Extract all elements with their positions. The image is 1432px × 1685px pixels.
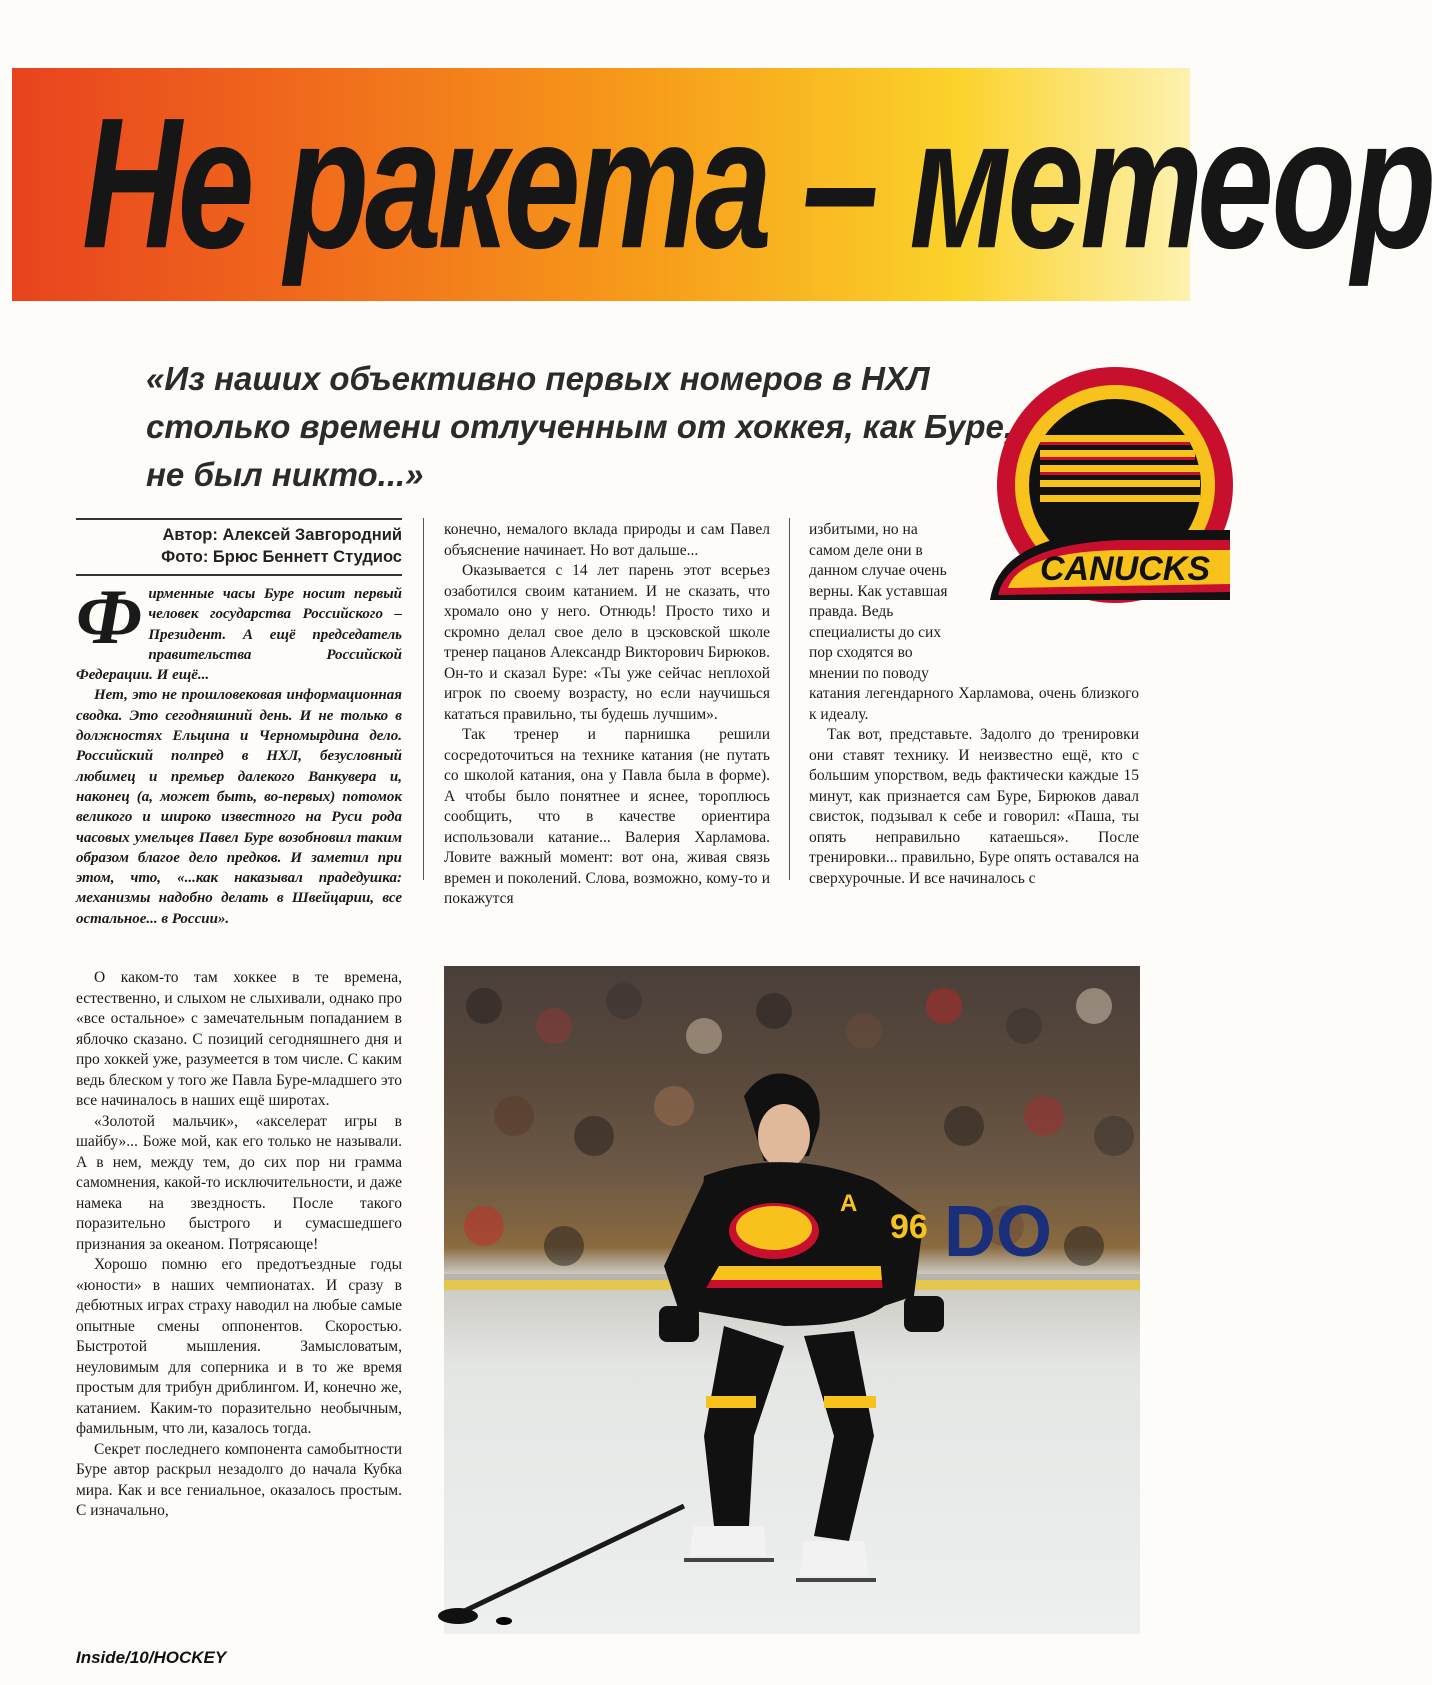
column-1 xyxy=(76,968,402,1522)
photo-credit: Фото: Брюс Беннетт Студиос xyxy=(161,548,402,566)
author-line: Автор: Алексей Завгородний xyxy=(162,526,402,544)
player-illustration-icon xyxy=(444,966,1140,1634)
player-photo xyxy=(444,966,1140,1634)
intro-text-2: Нет, это не прошловековая информационная сводка. Это сегодняшний день. И не только в должностях Ельцина и Черномырдина дело. Российский полпред в НХЛ, безусловный любимец и премьер далекого Ванкувера и, наконец (а, может быть, во-первых) потомок великого и широко известного на Руси рода часовых умельцев Павел Буре возобновил таким образом благое дело предков. И заметил при этом, что, «...как наказывал прадедушка: механизмы надобно делать в Швейцарии, все остальное... в России». xyxy=(76,687,402,927)
paragraph: Так тренер и парнишка решили сосредоточиться на технике катания (не путать со школой катания, она у Павла была в форме). А чтобы было понятнее и яснее, тороплюсь сообщить, что в качестве ориентира использовали катание... Валерия Харламова. Ловите важный момент: вот она, живая связь времен и поколений. Слова, возможно, кому-то и покажутся xyxy=(444,726,770,907)
lead-quote: «Из наших объективно первых номеров в НХЛ столько времени отлученным от хоккея, как Буре, не был никто...» xyxy=(146,360,1014,493)
byline xyxy=(76,518,402,576)
page-footer: Inside/10/HOCKEY xyxy=(76,1648,227,1667)
paragraph: катания легендарного Харламова, очень близкого к идеалу. xyxy=(809,685,1139,723)
paragraph-wrap: мнении по поводу xyxy=(809,664,929,682)
board-ad-text: DO xyxy=(944,1192,1052,1272)
paragraph: конечно, немалого вклада природы и сам Павел объяснение начинает. Но вот дальше... xyxy=(444,521,770,559)
logo-text: CANUCKS xyxy=(1040,550,1210,588)
paragraph-wrap: избитыми, но на самом деле они в данном случае очень верны. Как уставшая правда. Ведь специалисты до сих пор сходятся во xyxy=(809,521,948,661)
captain-letter: A xyxy=(840,1190,858,1217)
drop-cap: Ф xyxy=(76,573,143,660)
jersey-number: 96 xyxy=(890,1208,928,1246)
headline-banner xyxy=(12,68,1432,301)
intro-paragraph xyxy=(76,573,402,929)
headline: Не ракета – метеор xyxy=(82,79,1432,288)
paragraph: О каком-то там хоккее в те времена, естественно, и слыхом не слыхивали, однако про «все остальное» с замечательным попаданием в яблочко сказано. С позиций сегодняшнего дня и про хоккей уже, разумеется в том числе. С каким ведь блеском у того же Павла Буре-младшего это все начиналось в наших ещё широтах. xyxy=(76,969,402,1109)
column-3 xyxy=(809,520,1139,889)
column-divider xyxy=(423,518,424,880)
column-divider xyxy=(789,518,790,880)
intro-text-1: ирменные часы Буре носит первый человек государства Российского – Президент. А ещё председатель правительства Российской Федерации. И ещё... xyxy=(76,586,402,684)
column-2 xyxy=(444,520,770,910)
paragraph: Секрет последнего компонента самобытности Буре автор раскрыл незадолго до начала Кубка мира. Как и все гениальное, оказалось простым. С изначально, xyxy=(76,1440,402,1519)
paragraph: Так вот, представьте. Задолго до тренировки они ставят технику. И неизвестно ещё, кто с большим упорством, ведь фактически каждые 15 минут, как признается сам Буре, Бирюков давал свисток, подзывал к себе и говорил: «Паша, ты опять неправильно катаешься». После тренировки... правильно, Буре опять оставался на сверхурочные. И все начиналось с xyxy=(809,726,1139,887)
paragraph: Хорошо помню его предотъездные годы «юности» в наших чемпионатах. И сразу в дебютных играх страху наводил на любые самые опытные смены оппонентов. Скоростью. Быстротой мышления. Замысловатым, неуловимым для соперника и в то же время простым для трибун дриблингом. И, конечно же, катанием. Каким-то поразительно необычным, фамильным, что ли, казалось тогда. xyxy=(76,1256,402,1437)
paragraph: Оказывается с 14 лет парень этот всерьез озаботился своим катанием. И не сказать, что хромало оно у него. Отнюдь! Просто тихо и скромно делал свое дело в цэсковской школе тренер пацанов Александр Викторович Бирюков. Он-то и сказал Буре: «Ты уже сейчас неплохой игрок по своему возрасту, но если научишься кататься правильно, ты будешь лучшим». xyxy=(444,562,770,723)
paragraph: «Золотой мальчик», «акселерат игры в шайбу»... Боже мой, как его только не называли. А в нем, между тем, до сих пор ни грамма самомнения, какой-то исключительности, и даже намека на звездность. После такого поразительно быстрого и сумасшедшего признания за океаном. Потрясающе! xyxy=(76,1112,402,1253)
